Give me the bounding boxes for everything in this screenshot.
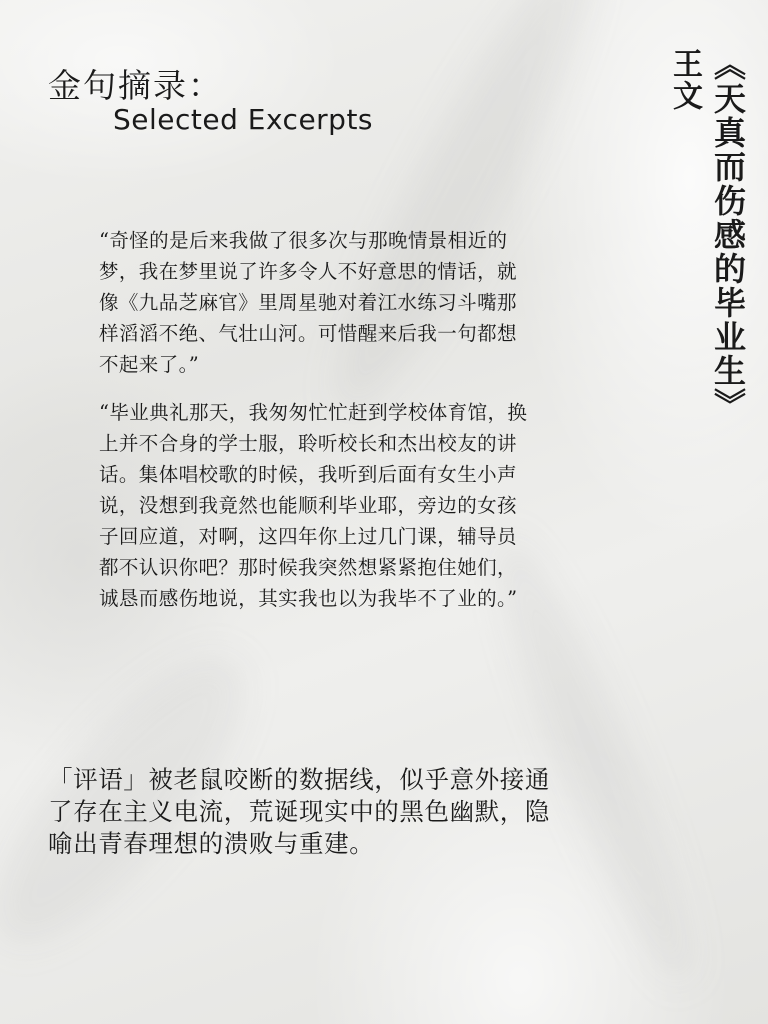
quote-paragraph: “毕业典礼那天，我匆匆忙忙赶到学校体育馆，换上并不合身的学士服，聆听校长和杰出校友的讲话。集体唱校歌的时候，我听到后面有女生小声说，没想到我竟然也能顺利毕业耶，旁边的女孩子回应道，对啊，这四年你上过几门课，辅导员都不认识你吧？那时候我突然想紧紧抱住她们，诚恳而感伤地说，其实我也以为我毕不了业的。” [99,401,528,610]
section-subtitle: Selected Excerpts [113,103,374,136]
book-title: 《天真而伤感的毕业生》 [709,48,747,422]
quote-paragraph: “奇怪的是后来我做了很多次与那晚情景相近的梦，我在梦里说了许多令人不好意思的情话，就像《九品芝麻官》里周星驰对着江水练习斗嘴那样滔滔不绝、气壮山河。可惜醒来后我一句都想不起来了。” [99,229,517,376]
quote-list [99,225,529,631]
section-title: 金句摘录： [48,66,223,105]
book-author: 王文 [667,48,702,112]
book-info [662,48,750,488]
review-comment: 「评语」被老鼠咬断的数据线，似乎意外接通了存在主义电流，荒诞现实中的黑色幽默，隐喻出青春理想的溃败与重建。 [48,765,550,858]
